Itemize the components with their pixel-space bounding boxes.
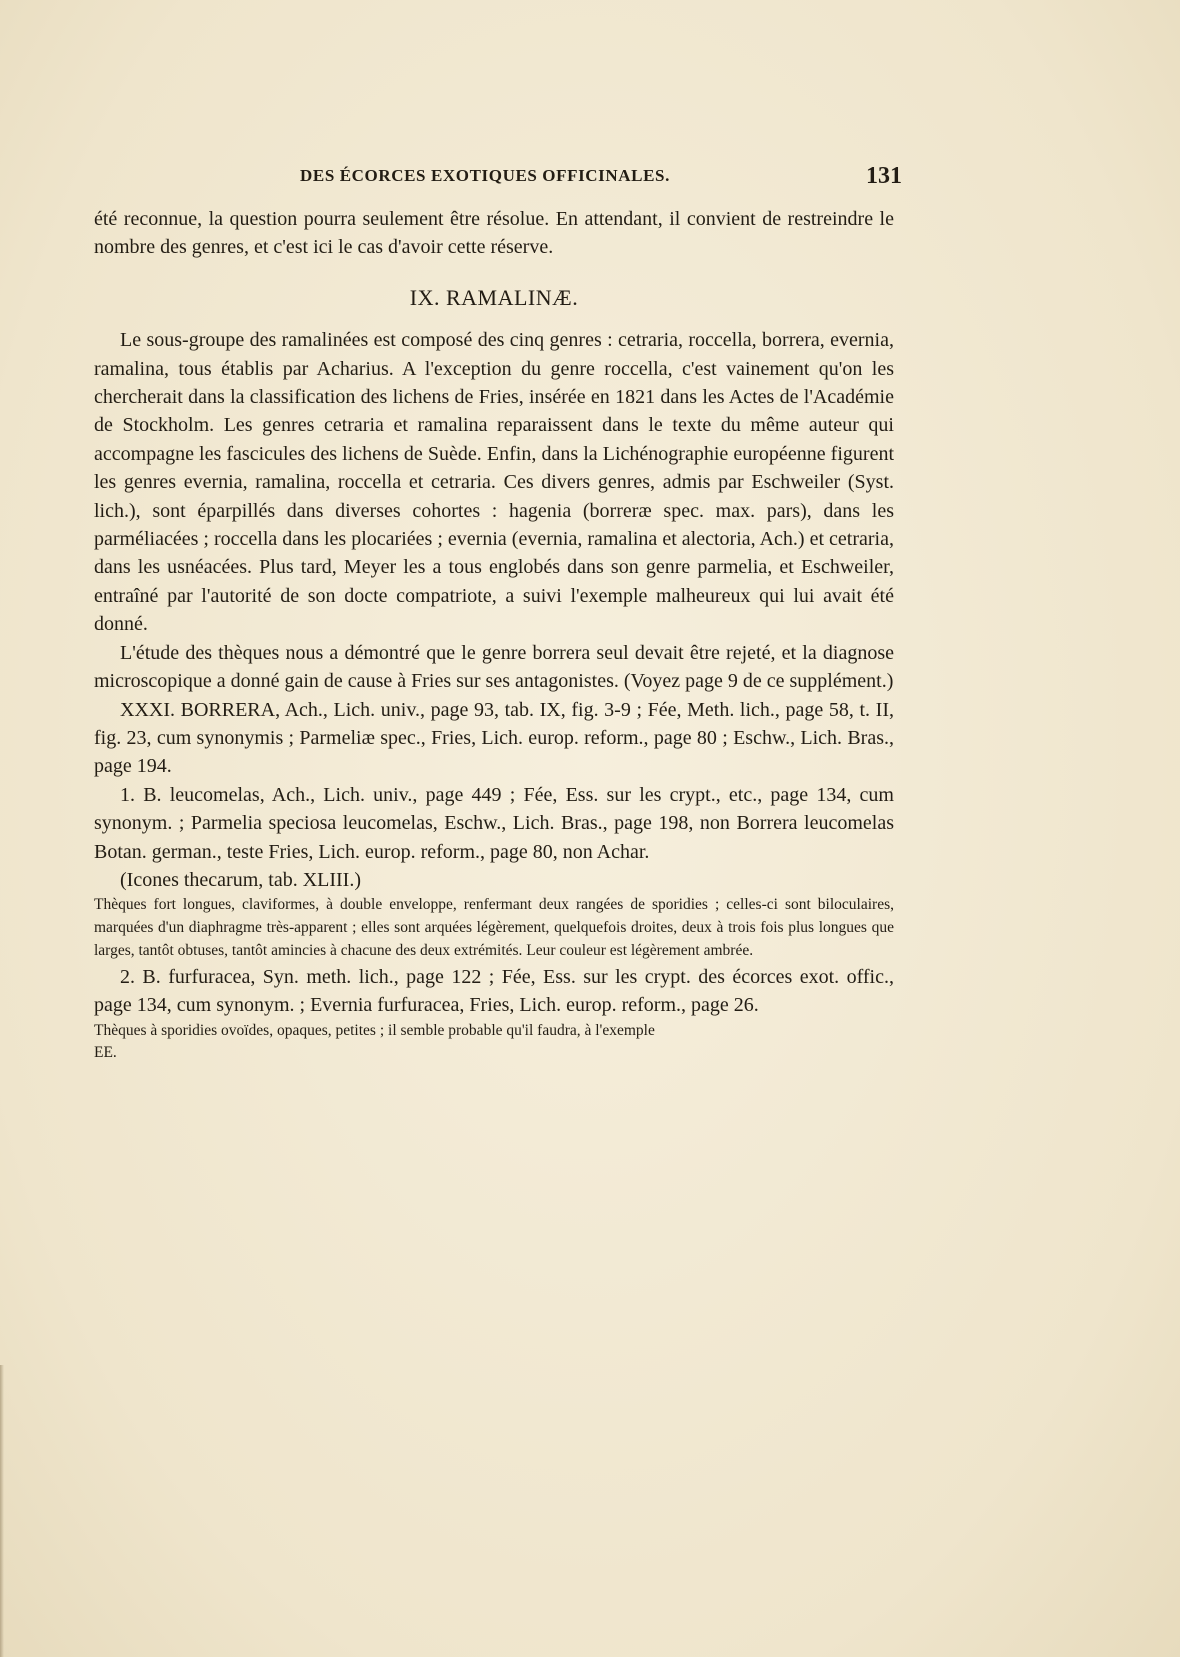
page-edge-shadow <box>0 1365 4 1657</box>
paragraph-theques: L'étude des thèques nous a démontré que le genre borrera seul devait être rejeté, et la diagnose microscopique a donné gain de cause à Fries sur ses antagonistes. (Voyez page 9 de ce supplément.) <box>94 641 894 693</box>
plate-reference: (Icones thecarum, tab. XLIII.) <box>120 868 361 891</box>
catchword: EE. <box>94 1044 117 1062</box>
running-header: DES ÉCORCES EXOTIQUES OFFICINALES. <box>300 166 670 185</box>
species-entry-leucomelas: 1. B. leucomelas, Ach., Lich. univ., page 449 ; Fée, Ess. sur les crypt., etc., page 134, cum synonym. ; Parmelia speciosa leucomelas, Eschw., Lich. Bras., page 198, non Borrera leucomelas Botan. german., teste Fries, Lich. europ. reform., page 80, non Achar. <box>94 783 894 863</box>
paragraph-ramalinae: Le sous-groupe des ramalinées est composé des cinq genres : cetraria, roccella, borrera, evernia, ramalina, tous établis par Acharius. A l'exception du genre roccella, c'est vainement qu'on les chercherait dans la classification des lichens de Fries, insérée en 1821 dans les Actes de l'Académie de Stockholm. Les genres cetraria et ramalina reparaissent dans le texte du même auteur qui accompagne les fascicules des lichens de Suède. Enfin, dans la Lichénographie européenne figurent les genres evernia, ramalina, roccella et cetraria. Ces divers genres, admis par Eschweiler (Syst. lich.), sont éparpillés dans diverses cohortes : hagenia (borreræ spec. max. pars), dans les parméliacées ; roccella dans les plocariées ; evernia (evernia, ramalina et alectoria, Ach.) et cetraria, dans les usnéacées. Plus tard, Meyer les a tous englobés dans son genre parmelia, et Eschweiler, entraîné par l'autorité de son docte compatriote, a suivi l'exemple malheureux qui lui avait été donné. <box>94 329 894 636</box>
section-title: IX. RAMALINÆ. <box>409 284 579 310</box>
species-entry-furfuracea: 2. B. furfuracea, Syn. meth. lich., page 122 ; Fée, Ess. sur les crypt. des écorces exot. offic., page 134, cum synonym. ; Evernia furfuracea, Fries, Lich. europ. reform., page 26. <box>94 965 894 1017</box>
page-body <box>94 205 894 1065</box>
description-leucomelas: Thèques fort longues, claviformes, à double enveloppe, renfermant deux rangées de sporidies ; celles-ci sont biloculaires, marquées d'un diaphragme très-apparent ; elles sont arquées légèrement, quelquefois droites, deux à trois fois plus longues que larges, tantôt obtuses, tantôt amincies à chacune des deux extrémités. Leur couleur est légèrement ambrée. <box>94 896 894 959</box>
description-furfuracea: Thèques à sporidies ovoïdes, opaques, petites ; il semble probable qu'il faudra, à l'exemple <box>94 1021 655 1039</box>
genus-entry-borrera: XXXI. BORRERA, Ach., Lich. univ., page 93, tab. IX, fig. 3-9 ; Fée, Meth. lich., page 58, t. II, fig. 23, cum synonymis ; Parmeliæ spec., Fries, Lich. europ. reform., page 80 ; Eschw., Lich. Bras., page 194. <box>94 698 894 778</box>
page-number: 131 <box>866 163 902 189</box>
paragraph-continuation: été reconnue, la question pourra seulement être résolue. En attendant, il convient de restreindre le nombre des genres, et c'est ici le cas d'avoir cette réserve. <box>94 208 894 259</box>
